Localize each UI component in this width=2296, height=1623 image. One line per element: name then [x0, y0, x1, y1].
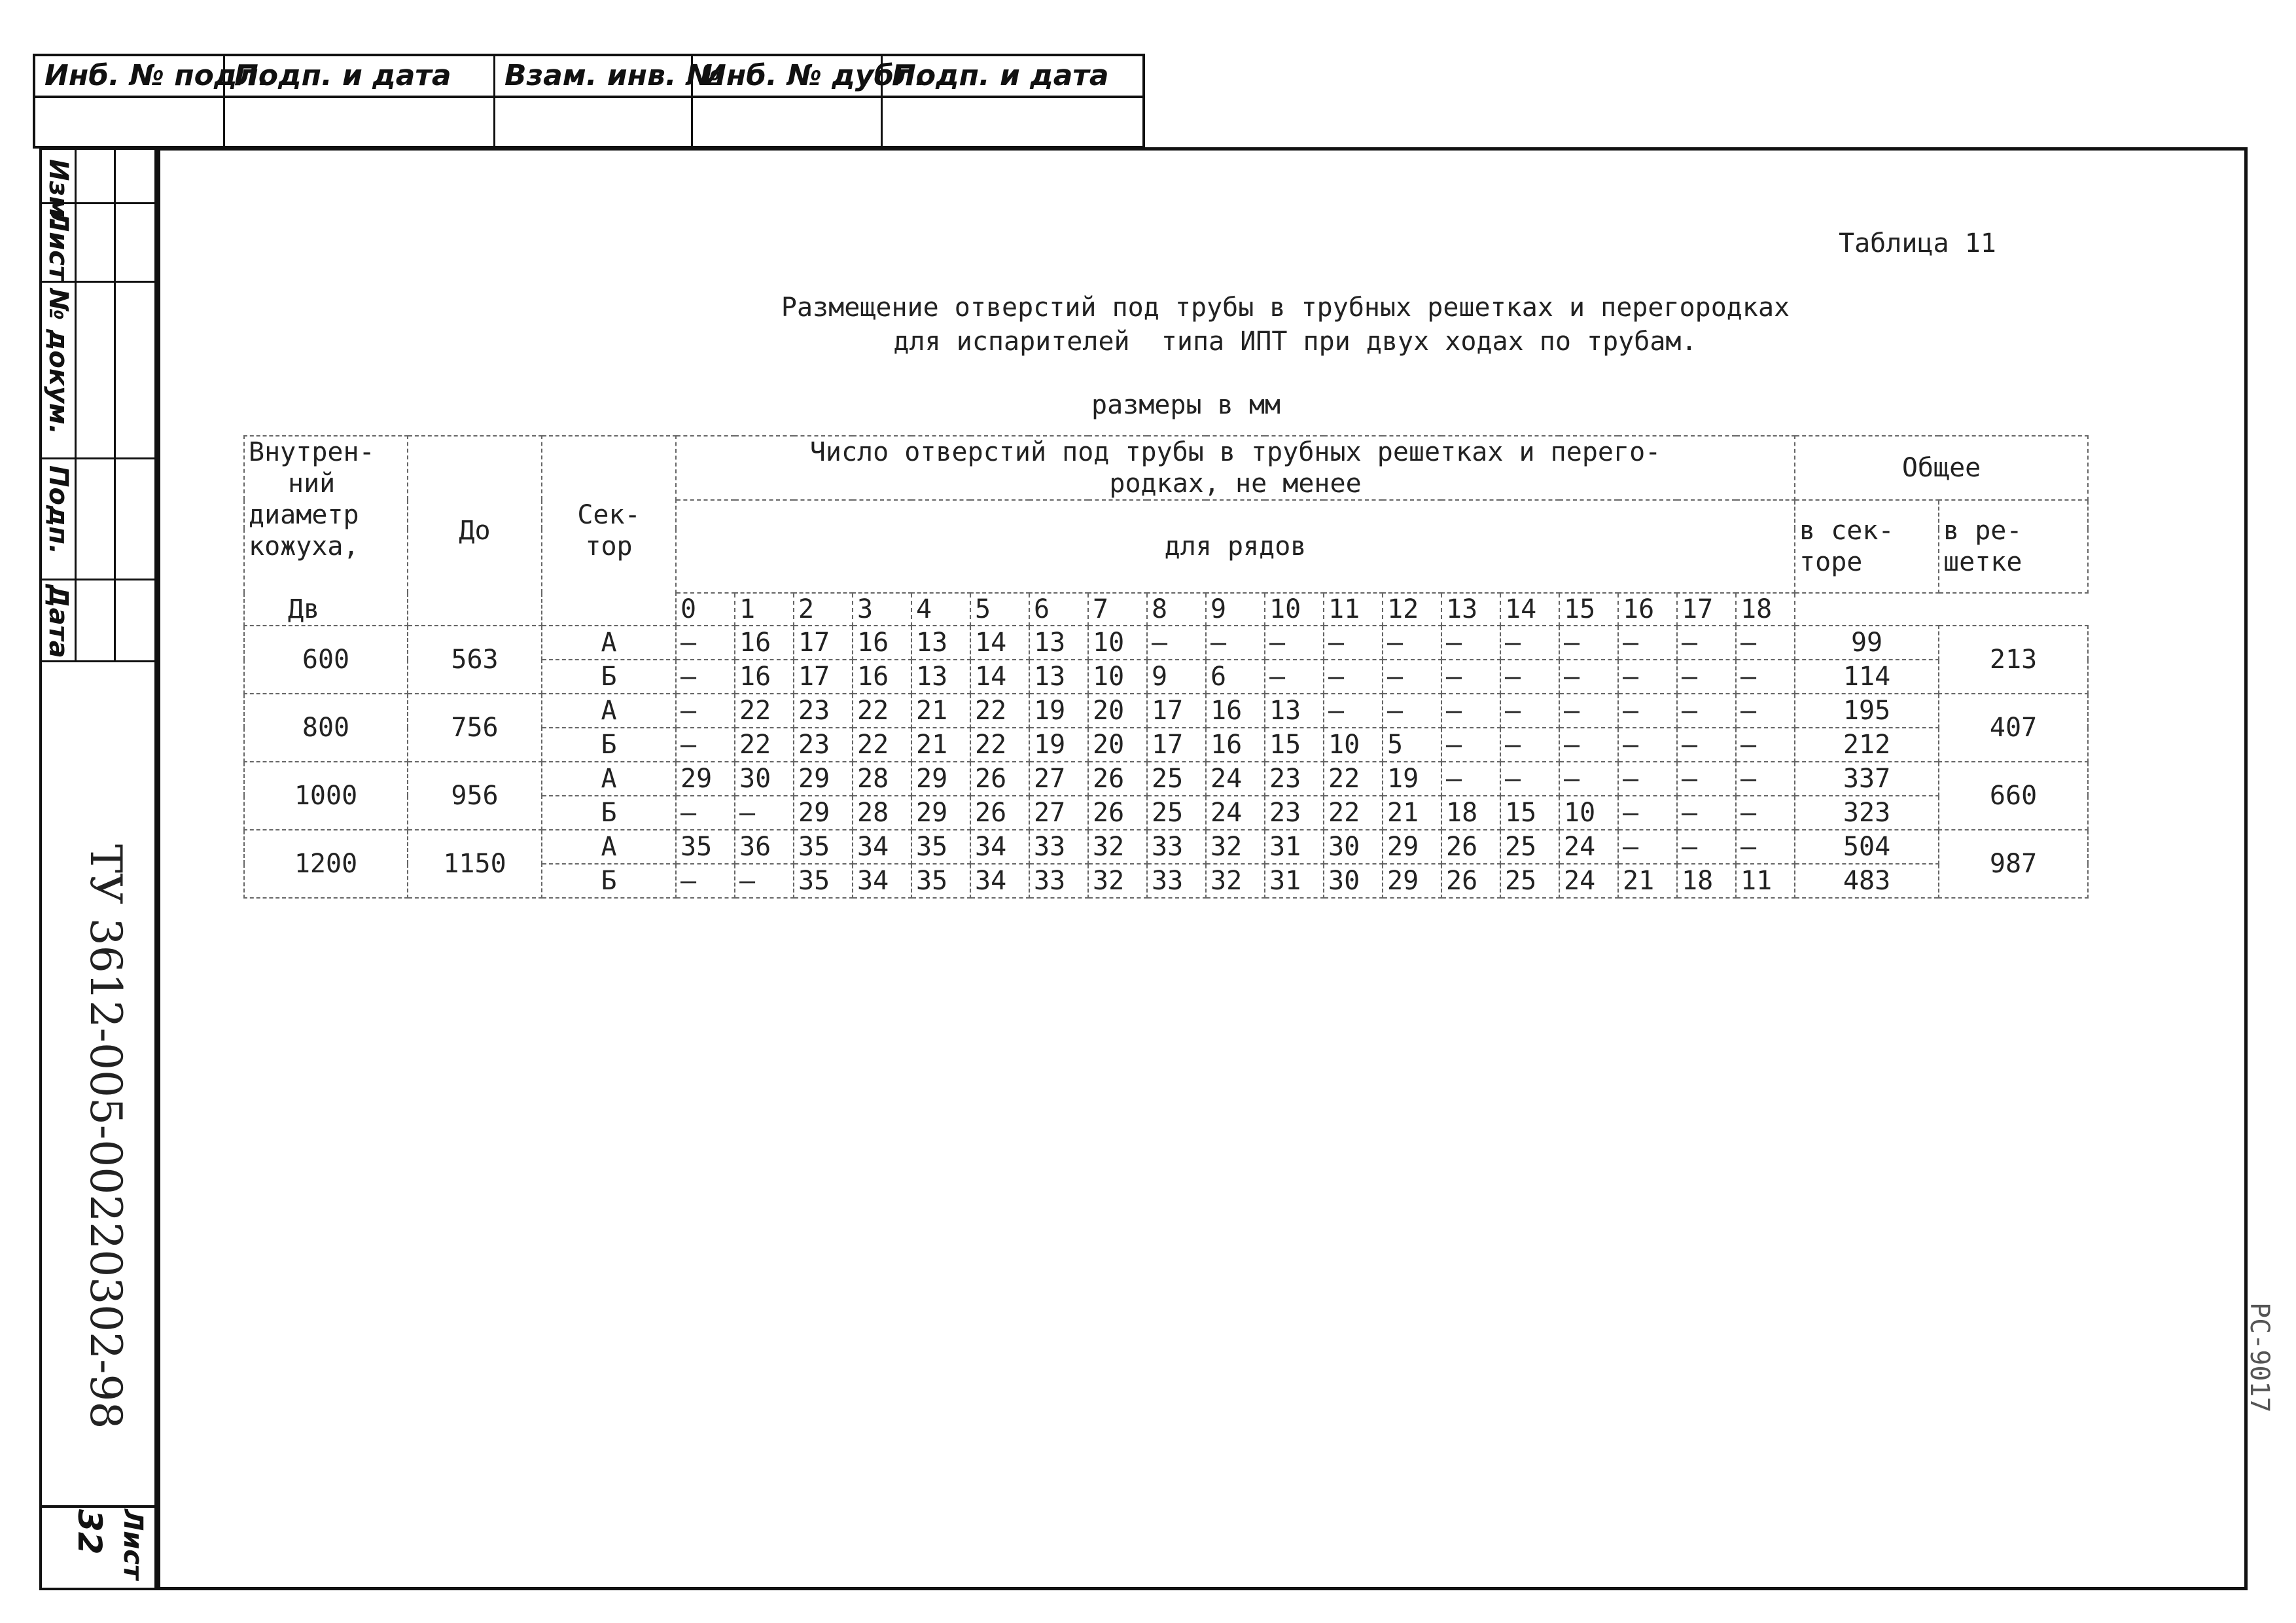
stamp-cell-empty [225, 98, 495, 146]
row-number-cell: 5 [970, 593, 1029, 626]
stamp-sign-date-1: Подп. и дата [225, 56, 495, 98]
row-number-cell: 15 [1559, 593, 1618, 626]
cell-holes: – [1559, 728, 1618, 762]
cell-holes: 29 [794, 762, 853, 796]
cell-holes: 34 [853, 864, 911, 898]
row-number-cell: 16 [1618, 593, 1677, 626]
cell-holes: 35 [676, 830, 735, 864]
cell-holes: 24 [1559, 830, 1618, 864]
cell-holes: 13 [1029, 660, 1088, 694]
cell-holes: – [1618, 626, 1677, 660]
cell-holes: – [1441, 728, 1500, 762]
header-total: Общее [1795, 436, 2088, 500]
header-text: шетке [1943, 547, 2022, 577]
cell-holes: 16 [853, 626, 911, 660]
table-row [244, 762, 2088, 796]
header-text: Дв [288, 594, 320, 624]
header-text: в ре- [1943, 516, 2022, 546]
cell-holes: 30 [1324, 864, 1383, 898]
cell-holes: 20 [1088, 694, 1147, 728]
cell-holes: 15 [1265, 728, 1324, 762]
cell-holes: 26 [970, 796, 1029, 830]
header-in-sector [1795, 500, 1939, 593]
cell-holes: – [1500, 626, 1559, 660]
cell-holes: 26 [1441, 864, 1500, 898]
cell-holes: 26 [1088, 796, 1147, 830]
cell-sector-total: 337 [1795, 762, 1939, 796]
cell-grid-total: 987 [1939, 830, 2088, 898]
cell-sector: Б [542, 796, 676, 830]
header-text: диаметр [249, 500, 359, 530]
cell-holes: – [1618, 796, 1677, 830]
cell-sector-total: 195 [1795, 694, 1939, 728]
cell-holes: 22 [1324, 762, 1383, 796]
stamp-date-label: Дата [43, 584, 73, 658]
cell-holes: – [1618, 762, 1677, 796]
cell-holes: 16 [1206, 728, 1265, 762]
stamp-divider [75, 150, 77, 660]
cell-holes: 35 [794, 864, 853, 898]
cell-holes: – [1441, 694, 1500, 728]
cell-holes: 25 [1500, 864, 1559, 898]
cell-holes: 22 [970, 694, 1029, 728]
table-label: Таблица 11 [1839, 228, 1996, 259]
cell-holes: – [1677, 660, 1736, 694]
cell-holes: – [1677, 728, 1736, 762]
cell-sector-total: 483 [1795, 864, 1939, 898]
sheet-label: Лист [118, 1509, 148, 1580]
stamp-divider [42, 660, 154, 662]
cell-sector: А [542, 830, 676, 864]
row-number-cell: 11 [1324, 593, 1383, 626]
cell-holes: 16 [735, 626, 794, 660]
header-for-rows: для рядов [676, 500, 1795, 593]
row-number-cell: 3 [853, 593, 911, 626]
cell-holes: 26 [1441, 830, 1500, 864]
cell-grid-total: 213 [1939, 626, 2088, 694]
cell-holes: – [676, 694, 735, 728]
header-text: родках, не менее [1109, 469, 1362, 499]
row-number-cell: 13 [1441, 593, 1500, 626]
cell-holes: 24 [1206, 796, 1265, 830]
cell-holes: 16 [1206, 694, 1265, 728]
table-title-line-1-text: Размещение отверстий под трубы в трубных решетках и перегородках [781, 293, 1790, 323]
cell-holes: – [1324, 694, 1383, 728]
header-text: Число отверстий под трубы в трубных решетках и перего- [809, 437, 1661, 467]
cell-holes: 13 [1029, 626, 1088, 660]
top-stamp [33, 54, 1145, 149]
cell-holes: 25 [1147, 796, 1206, 830]
cell-holes: – [676, 864, 735, 898]
cell-holes: 22 [1324, 796, 1383, 830]
stamp-sheet-label: Лист [43, 210, 73, 281]
row-number-cell: 9 [1206, 593, 1265, 626]
cell-holes: – [1383, 660, 1441, 694]
cell-sector: А [542, 626, 676, 660]
cell-holes: 35 [911, 864, 970, 898]
cell-do: 956 [408, 762, 542, 830]
row-number-cell: 10 [1265, 593, 1324, 626]
stamp-cell-empty [883, 98, 1142, 146]
row-number-cell: 0 [676, 593, 735, 626]
cell-holes: 13 [911, 660, 970, 694]
cell-holes: 10 [1324, 728, 1383, 762]
cell-holes: – [1206, 626, 1265, 660]
cell-holes: 24 [1559, 864, 1618, 898]
cell-holes: 35 [911, 830, 970, 864]
cell-holes: 17 [1147, 694, 1206, 728]
header-text: торе [1799, 547, 1863, 577]
row-number-cell: 2 [794, 593, 853, 626]
cell-holes: – [1441, 762, 1500, 796]
cell-holes: – [1500, 694, 1559, 728]
stamp-sign-label: Подп. [43, 465, 73, 555]
cell-holes: 29 [1383, 830, 1441, 864]
cell-holes: 23 [794, 694, 853, 728]
cell-holes: – [1441, 660, 1500, 694]
cell-holes: – [1736, 694, 1795, 728]
table-title-line-2 [0, 326, 2296, 357]
stamp-cell-empty [693, 98, 883, 146]
cell-holes: 6 [1206, 660, 1265, 694]
cell-holes: 21 [911, 728, 970, 762]
stamp-divider [114, 150, 116, 660]
cell-holes: 33 [1147, 864, 1206, 898]
header-text: Внутрен- [249, 437, 375, 467]
header-do: До [408, 436, 542, 626]
header-text: ний [288, 469, 336, 499]
row-number-cell: 18 [1736, 593, 1795, 626]
table-title-line-2-text: для испарителей типа ИПТ при двух ходах по трубам. [893, 327, 1697, 357]
cell-holes: 32 [1088, 864, 1147, 898]
cell-holes: – [676, 660, 735, 694]
cell-holes: 26 [1088, 762, 1147, 796]
table-row [244, 626, 2088, 660]
cell-do: 756 [408, 694, 542, 762]
stamp-doc-no-label: № докум. [43, 289, 73, 435]
cell-inner-diameter: 1000 [244, 762, 408, 830]
cell-holes: 19 [1383, 762, 1441, 796]
cell-holes: – [1736, 830, 1795, 864]
cell-inner-diameter: 600 [244, 626, 408, 694]
cell-holes: 31 [1265, 830, 1324, 864]
cell-grid-total: 660 [1939, 762, 2088, 830]
cell-inner-diameter: 1200 [244, 830, 408, 898]
cell-holes: 33 [1029, 864, 1088, 898]
stamp-divider [42, 457, 154, 459]
cell-holes: – [1500, 762, 1559, 796]
cell-holes: 18 [1677, 864, 1736, 898]
cell-holes: – [1736, 660, 1795, 694]
cell-holes: 29 [676, 762, 735, 796]
cell-holes: – [1265, 626, 1324, 660]
cell-holes: 23 [794, 728, 853, 762]
row-number-cell: 7 [1088, 593, 1147, 626]
header-sector [542, 436, 676, 626]
cell-holes: – [1736, 626, 1795, 660]
cell-sector-total: 212 [1795, 728, 1939, 762]
cell-holes: 30 [1324, 830, 1383, 864]
cell-do: 563 [408, 626, 542, 694]
cell-holes: 24 [1206, 762, 1265, 796]
sheet-number: 32 [71, 1509, 109, 1555]
cell-holes: 29 [794, 796, 853, 830]
cell-holes: 34 [970, 830, 1029, 864]
cell-inner-diameter: 800 [244, 694, 408, 762]
cell-holes: – [1265, 660, 1324, 694]
cell-holes: 21 [1383, 796, 1441, 830]
cell-holes: – [1618, 694, 1677, 728]
cell-holes: 36 [735, 830, 794, 864]
header-spacer [249, 562, 407, 594]
cell-holes: 30 [735, 762, 794, 796]
cell-holes: 32 [1088, 830, 1147, 864]
cell-holes: 35 [794, 830, 853, 864]
cell-holes: 22 [735, 728, 794, 762]
table-row [244, 830, 2088, 864]
cell-holes: – [1736, 762, 1795, 796]
cell-holes: 5 [1383, 728, 1441, 762]
cell-sector-total: 99 [1795, 626, 1939, 660]
cell-holes: 34 [853, 830, 911, 864]
header-text: в сек- [1799, 516, 1894, 546]
stamp-divider [42, 281, 154, 283]
cell-holes: 19 [1029, 694, 1088, 728]
cell-sector: Б [542, 660, 676, 694]
cell-holes: 13 [1265, 694, 1324, 728]
cell-holes: 14 [970, 626, 1029, 660]
cell-holes: 27 [1029, 796, 1088, 830]
cell-holes: 32 [1206, 830, 1265, 864]
cell-holes: 13 [911, 626, 970, 660]
stamp-cell-empty [495, 98, 693, 146]
table-body [244, 626, 2088, 898]
table-row [244, 694, 2088, 728]
cell-holes: 17 [794, 660, 853, 694]
cell-holes: 25 [1500, 830, 1559, 864]
cell-do: 1150 [408, 830, 542, 898]
header-text: тор [585, 531, 633, 562]
cell-holes: – [1677, 830, 1736, 864]
cell-holes: – [1383, 626, 1441, 660]
cell-holes: – [1147, 626, 1206, 660]
cell-holes: 10 [1088, 626, 1147, 660]
cell-holes: 9 [1147, 660, 1206, 694]
cell-holes: – [676, 796, 735, 830]
cell-holes: 10 [1088, 660, 1147, 694]
cell-grid-total: 407 [1939, 694, 2088, 762]
units-note: размеры в мм [1091, 390, 1280, 420]
cell-sector: А [542, 762, 676, 796]
cell-holes: – [1500, 660, 1559, 694]
cell-holes: – [1618, 660, 1677, 694]
cell-sector: Б [542, 728, 676, 762]
cell-holes: – [676, 626, 735, 660]
stamp-replaced-inv: Взам. инв. № [495, 56, 693, 98]
row-number-cell: 17 [1677, 593, 1736, 626]
stamp-divider [42, 579, 154, 580]
cell-holes: 33 [1147, 830, 1206, 864]
header-text: Сек- [577, 500, 641, 530]
row-number-cell: 14 [1500, 593, 1559, 626]
row-number-cell: 12 [1383, 593, 1441, 626]
header-inner-diameter [244, 436, 408, 626]
stamp-sign-date-2: Подп. и дата [883, 56, 1142, 98]
cell-holes: – [1559, 660, 1618, 694]
cell-holes: 20 [1088, 728, 1147, 762]
cell-holes: – [676, 728, 735, 762]
header-in-grid [1939, 500, 2088, 593]
cell-holes: 16 [853, 660, 911, 694]
cell-holes: – [1559, 762, 1618, 796]
cell-holes: 22 [970, 728, 1029, 762]
cell-holes: 10 [1559, 796, 1618, 830]
cell-holes: 23 [1265, 796, 1324, 830]
row-number-cell: 1 [735, 593, 794, 626]
cell-sector-total: 323 [1795, 796, 1939, 830]
cell-holes: 21 [1618, 864, 1677, 898]
cell-holes: 29 [1383, 864, 1441, 898]
cell-sector: Б [542, 864, 676, 898]
cell-holes: – [1677, 626, 1736, 660]
cell-holes: – [1736, 796, 1795, 830]
cell-holes: 17 [1147, 728, 1206, 762]
table-title-line-1 [0, 292, 2296, 323]
cell-holes: 31 [1265, 864, 1324, 898]
row-number-cell: 8 [1147, 593, 1206, 626]
cell-holes: 16 [735, 660, 794, 694]
cell-holes: – [1618, 728, 1677, 762]
row-number-cell: 6 [1029, 593, 1088, 626]
cell-holes: 15 [1500, 796, 1559, 830]
cell-holes: – [1736, 728, 1795, 762]
cell-holes: 25 [1147, 762, 1206, 796]
cell-holes: – [735, 864, 794, 898]
stamp-change-label: Изм. [43, 159, 73, 228]
cell-holes: – [1559, 626, 1618, 660]
cell-holes: 22 [853, 728, 911, 762]
cell-holes: 14 [970, 660, 1029, 694]
cell-holes: 29 [911, 796, 970, 830]
stamp-inv-no-dup: Инб. № дубл. [693, 56, 883, 98]
cell-holes: – [1383, 694, 1441, 728]
cell-sector-total: 114 [1795, 660, 1939, 694]
document-code: ТУ 3612-005-00220302-98 [80, 844, 131, 1429]
cell-holes: – [735, 796, 794, 830]
cell-holes: – [1324, 626, 1383, 660]
cell-holes: – [1324, 660, 1383, 694]
cell-holes: 27 [1029, 762, 1088, 796]
cell-holes: – [1677, 796, 1736, 830]
cell-holes: – [1559, 694, 1618, 728]
cell-sector: А [542, 694, 676, 728]
cell-holes: – [1500, 728, 1559, 762]
cell-holes: – [1441, 626, 1500, 660]
cell-holes: 28 [853, 796, 911, 830]
header-text: кожуха, [249, 531, 359, 562]
cell-holes: 21 [911, 694, 970, 728]
cell-holes: – [1618, 830, 1677, 864]
cell-holes: 18 [1441, 796, 1500, 830]
cell-holes: – [1677, 694, 1736, 728]
cell-holes: 29 [911, 762, 970, 796]
edge-note: РС-9017 [2244, 1302, 2274, 1413]
header-holes-count [676, 436, 1795, 500]
cell-holes: 34 [970, 864, 1029, 898]
cell-holes: 28 [853, 762, 911, 796]
cell-holes: 22 [853, 694, 911, 728]
row-number-cell: 4 [911, 593, 970, 626]
cell-holes: 17 [794, 626, 853, 660]
cell-holes: 26 [970, 762, 1029, 796]
stamp-cell-empty [35, 98, 225, 146]
cell-holes: 11 [1736, 864, 1795, 898]
cell-holes: 22 [735, 694, 794, 728]
holes-table [243, 435, 2089, 899]
cell-holes: – [1677, 762, 1736, 796]
cell-holes: 19 [1029, 728, 1088, 762]
cell-holes: 23 [1265, 762, 1324, 796]
cell-holes: 32 [1206, 864, 1265, 898]
cell-holes: 33 [1029, 830, 1088, 864]
cell-sector-total: 504 [1795, 830, 1939, 864]
stamp-inv-no-orig: Инб. № подл. [35, 56, 225, 98]
